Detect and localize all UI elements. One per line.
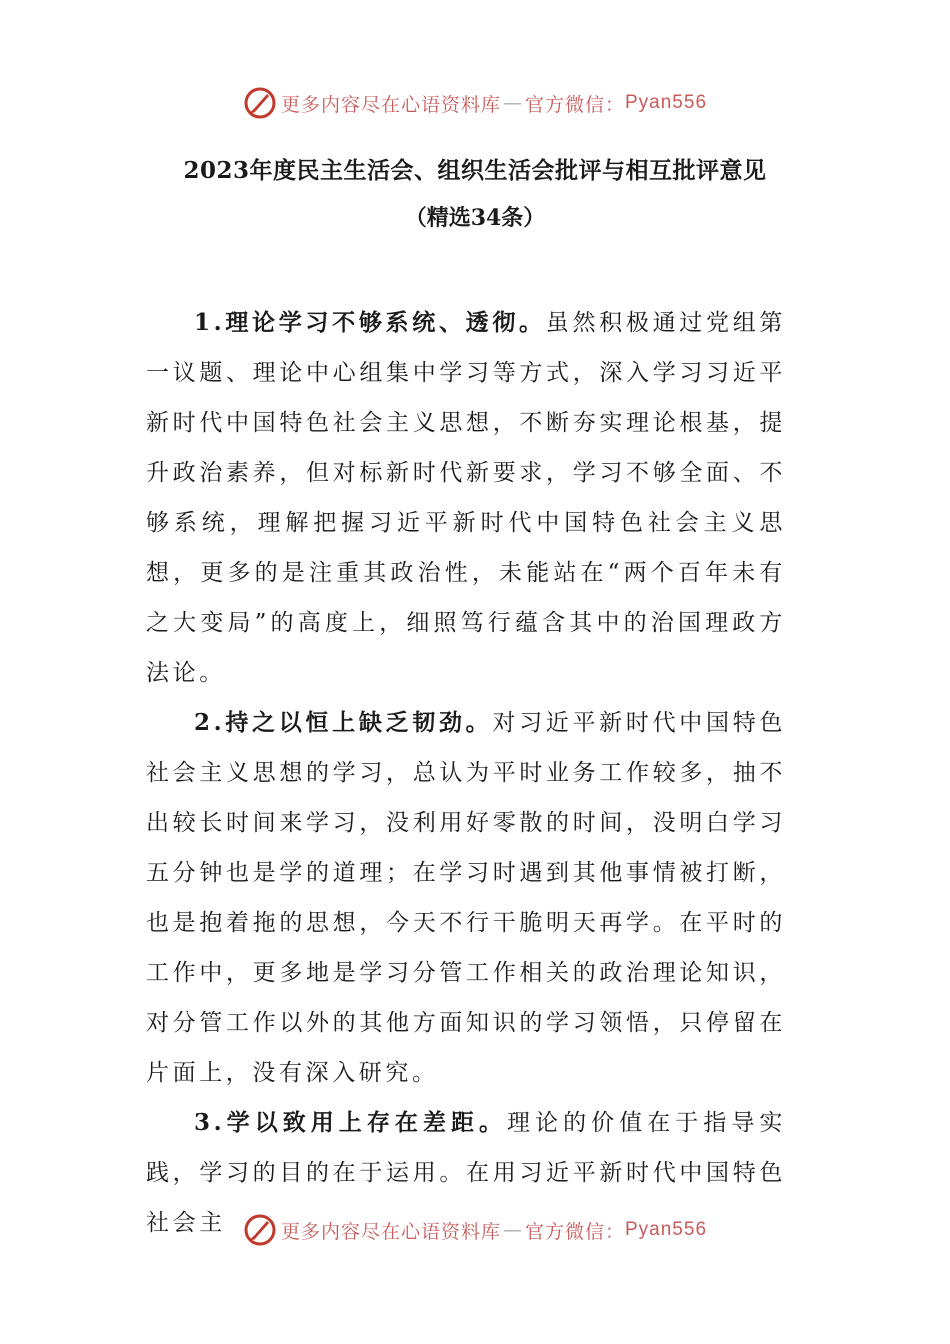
item-heading: 3.学以致用上存在差距。 xyxy=(194,1109,508,1136)
banner-text: 更多内容尽在心语资料库 xyxy=(280,1220,501,1243)
header-banner xyxy=(0,83,950,123)
banner-text: 更多内容尽在心语资料库 xyxy=(280,93,501,116)
document-title: 2023年度民主生活会、组织生活会批评与相互批评意见 xyxy=(183,157,767,184)
item-heading: 2.持之以恒上缺乏韧劲。 xyxy=(194,709,493,736)
banner-separator: — xyxy=(502,92,523,114)
item-body: 理论的价值在于指导实践，学习的目的在于运用。在用习近平新时代中国特色社会主 xyxy=(146,1110,786,1236)
quill-logo-icon xyxy=(243,86,277,120)
paragraph-item-2 xyxy=(146,698,786,1098)
paragraph-item-1 xyxy=(146,298,786,698)
banner-wechat-id: Pyan556 xyxy=(625,92,708,113)
banner-wechat-label: 官方微信： xyxy=(524,1220,625,1243)
banner-wechat-label: 官方微信： xyxy=(524,93,625,116)
footer-banner xyxy=(0,1210,950,1250)
banner-separator: — xyxy=(502,1219,523,1241)
document-body xyxy=(146,298,786,1248)
document-subtitle: （精选34条） xyxy=(404,205,546,231)
item-body: 虽然积极通过党组第一议题、理论中心组集中学习等方式，深入学习习近平新时代中国特色社会主义思想，不断夯实理论根基，提升政治素养，但对标新时代新要求，学习不够全面、不够系统，理解把握习近平新时代中国特色社会主义思想，更多的是注重其政治性，未能站在“两个百年未有之大变局”的高度上，细照笃行蕴含其中的治国理政方法论。 xyxy=(146,310,786,686)
item-heading: 1.理论学习不够系统、透彻。 xyxy=(194,309,546,336)
quill-logo-icon xyxy=(243,1213,277,1247)
item-body: 对习近平新时代中国特色社会主义思想的学习，总认为平时业务工作较多，抽不出较长时间来学习，没利用好零散的时间，没明白学习五分钟也是学的道理；在学习时遇到其他事情被打断，也是抱着拖的思想，今天不行干脆明天再学。在平时的工作中，更多地是学习分管工作相关的政治理论知识，对分管工作以外的其他方面知识的学习领悟，只停留在片面上，没有深入研究。 xyxy=(146,710,786,1086)
banner-wechat-id: Pyan556 xyxy=(625,1219,708,1240)
